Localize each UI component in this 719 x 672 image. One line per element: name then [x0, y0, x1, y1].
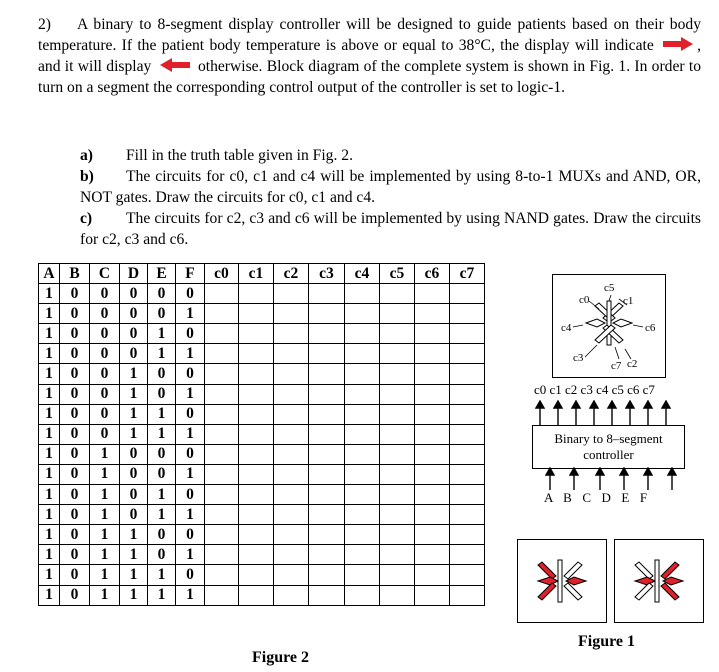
- header-F: F: [176, 264, 205, 284]
- controller-label-1: Binary to 8–segment: [554, 431, 663, 446]
- input-cell: 0: [176, 485, 205, 505]
- input-cell: 1: [90, 485, 120, 505]
- input-cell: 1: [90, 585, 120, 605]
- table-row: [39, 344, 485, 364]
- input-cell: 0: [176, 364, 205, 384]
- input-cell: 0: [60, 404, 90, 424]
- input-cell: 1: [90, 444, 120, 464]
- input-cell: 0: [60, 324, 90, 344]
- input-cell: 1: [120, 404, 148, 424]
- left-arrow-icon: [158, 57, 192, 73]
- output-cell[interactable]: [309, 304, 345, 324]
- output-cell[interactable]: [309, 585, 345, 605]
- output-cell[interactable]: [205, 364, 239, 384]
- output-cell[interactable]: [415, 404, 450, 424]
- input-cell: 0: [176, 444, 205, 464]
- table-row: [39, 304, 485, 324]
- subquestion-a: [80, 145, 701, 166]
- output-cell[interactable]: [239, 344, 274, 364]
- output-cell[interactable]: [309, 545, 345, 565]
- input-cell: 1: [39, 424, 60, 444]
- output-cell[interactable]: [415, 464, 450, 484]
- output-cell[interactable]: [274, 384, 309, 404]
- input-cell: 0: [176, 284, 205, 304]
- output-cell[interactable]: [309, 525, 345, 545]
- output-cell[interactable]: [205, 424, 239, 444]
- input-cell: 0: [120, 324, 148, 344]
- output-cell[interactable]: [450, 284, 485, 304]
- input-cell: 0: [90, 304, 120, 324]
- input-cell: 0: [60, 284, 90, 304]
- subquestion-text: The circuits for c2, c3 and c6 will be implemented by using NAND gates. Draw the circuits for c2, c3 and c6.: [80, 210, 701, 248]
- output-cell[interactable]: [450, 525, 485, 545]
- output-cell[interactable]: [205, 565, 239, 585]
- question-number: 2): [38, 16, 51, 33]
- input-cell: 1: [148, 485, 176, 505]
- output-cell[interactable]: [239, 324, 274, 344]
- input-cell: 1: [176, 585, 205, 605]
- output-cell[interactable]: [309, 565, 345, 585]
- input-cell: 1: [148, 505, 176, 525]
- input-cell: 1: [90, 565, 120, 585]
- input-cell: 1: [39, 444, 60, 464]
- header-c4: c4: [345, 264, 380, 284]
- table-row: [39, 585, 485, 605]
- input-cell: 0: [120, 464, 148, 484]
- output-cell[interactable]: [415, 304, 450, 324]
- output-cell[interactable]: [345, 384, 380, 404]
- output-cell[interactable]: [345, 324, 380, 344]
- output-cell[interactable]: [415, 344, 450, 364]
- output-cell[interactable]: [205, 384, 239, 404]
- output-cell[interactable]: [380, 324, 415, 344]
- input-cell: 0: [60, 545, 90, 565]
- subquestion-b: [80, 166, 701, 208]
- right-arrow-icon: [661, 36, 695, 52]
- input-cell: 1: [39, 485, 60, 505]
- input-arrows: [530, 467, 690, 491]
- output-cell[interactable]: [380, 565, 415, 585]
- output-cell[interactable]: [380, 525, 415, 545]
- input-cell: 1: [148, 424, 176, 444]
- input-cell: 1: [120, 585, 148, 605]
- output-cell[interactable]: [239, 364, 274, 384]
- input-cell: 0: [60, 424, 90, 444]
- input-cell: 0: [120, 505, 148, 525]
- output-cell[interactable]: [380, 444, 415, 464]
- output-cell[interactable]: [380, 485, 415, 505]
- subquestion-label: b): [80, 168, 94, 185]
- input-cell: 0: [148, 525, 176, 545]
- input-cell: 0: [176, 324, 205, 344]
- output-cell[interactable]: [309, 404, 345, 424]
- input-cell: 0: [60, 444, 90, 464]
- output-cell[interactable]: [450, 424, 485, 444]
- output-cell[interactable]: [205, 585, 239, 605]
- output-cell[interactable]: [239, 485, 274, 505]
- table-row: [39, 505, 485, 525]
- output-cell[interactable]: [205, 284, 239, 304]
- output-cell[interactable]: [239, 545, 274, 565]
- input-cell: 1: [39, 384, 60, 404]
- display-right-arrow: [517, 539, 607, 623]
- input-cell: 1: [39, 404, 60, 424]
- input-cell: 0: [176, 525, 205, 545]
- output-cell[interactable]: [239, 565, 274, 585]
- input-cell: 0: [90, 424, 120, 444]
- output-cell[interactable]: [415, 505, 450, 525]
- input-cell: 1: [120, 565, 148, 585]
- segment-layout-box: [552, 274, 666, 378]
- label-c2: c2: [627, 358, 638, 370]
- output-cell[interactable]: [450, 545, 485, 565]
- output-cell[interactable]: [239, 464, 274, 484]
- output-cell[interactable]: [205, 464, 239, 484]
- output-cell[interactable]: [309, 424, 345, 444]
- output-cell[interactable]: [380, 364, 415, 384]
- output-cell[interactable]: [450, 344, 485, 364]
- output-cell[interactable]: [309, 344, 345, 364]
- input-cell: 1: [148, 404, 176, 424]
- output-cell[interactable]: [205, 485, 239, 505]
- output-cell[interactable]: [274, 304, 309, 324]
- question-text-2: , and it will display: [38, 37, 701, 75]
- output-cell[interactable]: [309, 464, 345, 484]
- table-row: [39, 404, 485, 424]
- input-cell: 0: [176, 565, 205, 585]
- input-cell: 1: [90, 505, 120, 525]
- output-cell[interactable]: [239, 304, 274, 324]
- input-cell: 1: [176, 304, 205, 324]
- output-cell[interactable]: [205, 525, 239, 545]
- input-cell: 0: [60, 505, 90, 525]
- output-cell[interactable]: [309, 485, 345, 505]
- output-cell[interactable]: [345, 444, 380, 464]
- output-cell[interactable]: [450, 364, 485, 384]
- display-left-arrow-diagram: [615, 540, 703, 622]
- output-cell[interactable]: [380, 284, 415, 304]
- input-cell: 0: [60, 304, 90, 324]
- input-cell: 1: [176, 545, 205, 565]
- output-cell[interactable]: [415, 364, 450, 384]
- question-text-1: A binary to 8-segment display controller will be designed to guide patients based on their body temperature. If the patient body temperature is above or equal to 38°C, the display will indicate: [38, 16, 701, 54]
- input-cell: 0: [148, 384, 176, 404]
- header-c3: c3: [309, 264, 345, 284]
- input-cell: 1: [39, 505, 60, 525]
- output-cell[interactable]: [450, 384, 485, 404]
- header-C: C: [90, 264, 120, 284]
- inputs-label: A B C D E F: [544, 490, 648, 505]
- label-c6: c6: [645, 322, 656, 334]
- header-c5: c5: [380, 264, 415, 284]
- output-cell[interactable]: [274, 464, 309, 484]
- output-cell[interactable]: [415, 545, 450, 565]
- output-arrows: [530, 400, 690, 426]
- input-cell: 0: [120, 444, 148, 464]
- output-cell[interactable]: [274, 424, 309, 444]
- output-cell[interactable]: [345, 424, 380, 444]
- input-cell: 0: [120, 344, 148, 364]
- input-cell: 0: [60, 585, 90, 605]
- input-cell: 1: [39, 565, 60, 585]
- header-c2: c2: [274, 264, 309, 284]
- output-cell[interactable]: [380, 424, 415, 444]
- subquestion-label: a): [80, 147, 93, 164]
- input-cell: 0: [176, 404, 205, 424]
- label-c7: c7: [611, 360, 622, 372]
- output-cell[interactable]: [345, 464, 380, 484]
- input-cell: 1: [176, 384, 205, 404]
- label-c1: c1: [623, 295, 634, 307]
- table-row: [39, 545, 485, 565]
- input-cell: 0: [148, 364, 176, 384]
- output-cell[interactable]: [450, 464, 485, 484]
- output-cell[interactable]: [450, 324, 485, 344]
- header-E: E: [148, 264, 176, 284]
- output-cell[interactable]: [274, 324, 309, 344]
- output-cell[interactable]: [274, 344, 309, 364]
- output-cell[interactable]: [345, 545, 380, 565]
- input-cell: 0: [120, 485, 148, 505]
- table-row: [39, 384, 485, 404]
- output-cell[interactable]: [239, 384, 274, 404]
- input-cell: 1: [176, 505, 205, 525]
- output-cell[interactable]: [274, 485, 309, 505]
- output-cell[interactable]: [415, 284, 450, 304]
- input-cell: 1: [39, 284, 60, 304]
- input-cell: 0: [120, 304, 148, 324]
- output-cell[interactable]: [274, 585, 309, 605]
- output-cell[interactable]: [380, 464, 415, 484]
- output-cell[interactable]: [309, 364, 345, 384]
- output-cell[interactable]: [345, 364, 380, 384]
- output-cell[interactable]: [205, 304, 239, 324]
- question-paragraph: [38, 14, 701, 98]
- input-cell: 0: [60, 464, 90, 484]
- output-cell[interactable]: [205, 444, 239, 464]
- output-cell[interactable]: [205, 324, 239, 344]
- controller-label-2: controller: [583, 447, 634, 462]
- input-cell: 0: [60, 344, 90, 364]
- input-cell: 1: [120, 364, 148, 384]
- truth-table-body: [39, 284, 485, 606]
- label-c3: c3: [573, 352, 584, 364]
- truth-table-header-row: [39, 264, 485, 284]
- label-c4: c4: [561, 322, 572, 334]
- output-cell[interactable]: [205, 505, 239, 525]
- label-c0: c0: [579, 294, 590, 306]
- input-cell: 1: [176, 424, 205, 444]
- input-cell: 1: [176, 464, 205, 484]
- output-cell[interactable]: [345, 565, 380, 585]
- input-cell: 0: [60, 384, 90, 404]
- input-cell: 0: [90, 324, 120, 344]
- output-cell[interactable]: [345, 344, 380, 364]
- display-right-arrow-diagram: [518, 540, 606, 622]
- output-cell[interactable]: [415, 485, 450, 505]
- output-cell[interactable]: [205, 344, 239, 364]
- input-cell: 0: [120, 284, 148, 304]
- input-cell: 0: [148, 284, 176, 304]
- output-cell[interactable]: [309, 324, 345, 344]
- input-cell: 1: [39, 304, 60, 324]
- table-row: [39, 444, 485, 464]
- input-cell: 0: [90, 284, 120, 304]
- output-cell[interactable]: [450, 444, 485, 464]
- output-cell[interactable]: [309, 384, 345, 404]
- output-cell[interactable]: [239, 404, 274, 424]
- output-cell[interactable]: [415, 424, 450, 444]
- truth-table: [38, 263, 485, 606]
- output-cell[interactable]: [345, 585, 380, 605]
- table-row: [39, 565, 485, 585]
- output-cell[interactable]: [205, 545, 239, 565]
- output-cell[interactable]: [380, 384, 415, 404]
- output-cell[interactable]: [274, 545, 309, 565]
- output-cell[interactable]: [415, 384, 450, 404]
- label-c5: c5: [604, 282, 615, 294]
- input-cell: 0: [148, 464, 176, 484]
- input-cell: 0: [90, 404, 120, 424]
- output-cell[interactable]: [380, 585, 415, 605]
- output-cell[interactable]: [239, 505, 274, 525]
- input-cell: 0: [60, 364, 90, 384]
- output-cell[interactable]: [380, 545, 415, 565]
- output-cell[interactable]: [309, 444, 345, 464]
- output-cell[interactable]: [415, 565, 450, 585]
- output-cell[interactable]: [274, 505, 309, 525]
- input-cell: 0: [148, 444, 176, 464]
- output-cell[interactable]: [239, 424, 274, 444]
- input-cell: 0: [148, 545, 176, 565]
- output-cell[interactable]: [274, 284, 309, 304]
- input-cell: 0: [90, 384, 120, 404]
- output-cell[interactable]: [239, 444, 274, 464]
- output-cell[interactable]: [274, 525, 309, 545]
- subquestion-c: [80, 208, 701, 250]
- header-c0: c0: [205, 264, 239, 284]
- header-c1: c1: [239, 264, 274, 284]
- figure1-caption: Figure 1: [578, 633, 636, 650]
- input-cell: 1: [39, 464, 60, 484]
- output-cell[interactable]: [450, 565, 485, 585]
- input-cell: 1: [90, 525, 120, 545]
- output-cell[interactable]: [345, 404, 380, 424]
- output-cell[interactable]: [205, 404, 239, 424]
- subquestion-text: Fill in the truth table given in Fig. 2.: [126, 147, 353, 164]
- output-cell[interactable]: [239, 525, 274, 545]
- output-cell[interactable]: [415, 525, 450, 545]
- output-cell[interactable]: [380, 505, 415, 525]
- input-cell: 1: [39, 545, 60, 565]
- output-cell[interactable]: [380, 304, 415, 324]
- table-row: [39, 284, 485, 304]
- output-cell[interactable]: [345, 304, 380, 324]
- input-cell: 1: [148, 565, 176, 585]
- subquestion-text: The circuits for c0, c1 and c4 will be implemented by using 8-to-1 MUXs and AND, OR, NOT gates. Draw the circuits for c0, c1 and c4.: [80, 168, 701, 206]
- input-cell: 1: [148, 324, 176, 344]
- input-cell: 0: [60, 485, 90, 505]
- output-cell[interactable]: [274, 364, 309, 384]
- input-cell: 1: [148, 344, 176, 364]
- input-cell: 0: [90, 364, 120, 384]
- table-row: [39, 364, 485, 384]
- output-cell[interactable]: [380, 344, 415, 364]
- input-cell: 1: [39, 525, 60, 545]
- input-cell: 1: [120, 424, 148, 444]
- input-cell: 1: [39, 324, 60, 344]
- table-row: [39, 525, 485, 545]
- outputs-label: c0 c1 c2 c3 c4 c5 c6 c7: [534, 382, 655, 397]
- header-A: A: [39, 264, 60, 284]
- table-row: [39, 324, 485, 344]
- figure2-caption: Figure 2: [252, 649, 310, 666]
- output-cell[interactable]: [345, 485, 380, 505]
- header-D: D: [120, 264, 148, 284]
- input-cell: 0: [60, 565, 90, 585]
- subquestion-label: c): [80, 210, 93, 227]
- output-cell[interactable]: [415, 324, 450, 344]
- output-cell[interactable]: [239, 284, 274, 304]
- output-cell[interactable]: [450, 404, 485, 424]
- output-cell[interactable]: [415, 585, 450, 605]
- output-cell[interactable]: [345, 525, 380, 545]
- display-left-arrow: [614, 539, 704, 623]
- output-cell[interactable]: [450, 505, 485, 525]
- output-cell[interactable]: [239, 585, 274, 605]
- controller-block: [532, 425, 685, 469]
- input-cell: 1: [90, 545, 120, 565]
- output-cell[interactable]: [309, 284, 345, 304]
- table-row: [39, 485, 485, 505]
- output-cell[interactable]: [415, 444, 450, 464]
- input-cell: 1: [148, 585, 176, 605]
- output-cell[interactable]: [274, 444, 309, 464]
- input-cell: 0: [148, 304, 176, 324]
- output-cell[interactable]: [309, 505, 345, 525]
- table-row: [39, 464, 485, 484]
- question-text-3: otherwise. Block diagram of the complete system is shown in Fig. 1. In order to turn on a segment the corresponding control output of the controller is set to logic-1.: [38, 58, 701, 96]
- header-c6: c6: [415, 264, 450, 284]
- input-cell: 1: [90, 464, 120, 484]
- output-cell[interactable]: [450, 304, 485, 324]
- output-cell[interactable]: [450, 485, 485, 505]
- header-c7: c7: [450, 264, 485, 284]
- input-cell: 1: [176, 344, 205, 364]
- input-cell: 0: [60, 525, 90, 545]
- header-B: B: [60, 264, 90, 284]
- input-cell: 1: [39, 344, 60, 364]
- table-row: [39, 424, 485, 444]
- output-cell[interactable]: [274, 404, 309, 424]
- output-cell[interactable]: [450, 585, 485, 605]
- output-cell[interactable]: [274, 565, 309, 585]
- input-cell: 1: [120, 525, 148, 545]
- output-cell[interactable]: [345, 284, 380, 304]
- input-cell: 1: [39, 364, 60, 384]
- input-cell: 1: [39, 585, 60, 605]
- output-cell[interactable]: [345, 505, 380, 525]
- segment-layout-diagram: [553, 275, 665, 377]
- input-cell: 1: [120, 384, 148, 404]
- output-cell[interactable]: [380, 404, 415, 424]
- input-cell: 0: [90, 344, 120, 364]
- input-cell: 1: [120, 545, 148, 565]
